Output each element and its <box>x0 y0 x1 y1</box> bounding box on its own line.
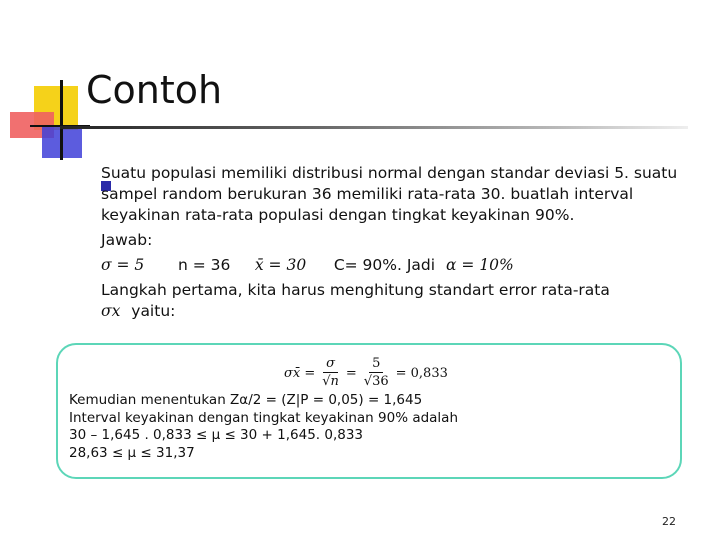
sigma-x-symbol: σx <box>101 302 121 320</box>
confidence-value: C= 90%. Jadi <box>333 256 436 274</box>
fraction-sigma-over-root-n <box>319 356 342 390</box>
standard-error-formula <box>284 352 448 394</box>
decor-vertical-line <box>60 80 63 160</box>
formula-equals: = <box>345 365 357 381</box>
step-suffix: yaitu: <box>131 302 176 320</box>
solution-line: Kemudian menentukan Zα/2 = (Z|P = 0,05) = 1,645 <box>69 392 423 408</box>
step-text: Langkah pertama, kita harus menghitung standart error rata-rata <box>101 281 610 299</box>
solution-line: 28,63 ≤ μ ≤ 31,37 <box>69 444 195 461</box>
frac2-numerator: 5 <box>369 356 383 373</box>
solution-text <box>69 392 669 462</box>
answer-label: Jawab: <box>101 231 153 249</box>
fraction-5-over-root-36 <box>361 356 392 390</box>
solution-line: 30 – 1,645 . 0,833 ≤ μ ≤ 30 + 1,645. 0,833 <box>69 427 364 443</box>
slide-content <box>101 163 701 322</box>
step-line-2 <box>101 301 701 322</box>
n-value: n = 36 <box>177 256 231 274</box>
alpha-value: α = 10% <box>446 256 514 274</box>
solution-line: Interval keyakinan dengan tingkat keyakinan 90% adalah <box>69 409 459 426</box>
given-values <box>101 255 701 276</box>
frac1-numerator: σ <box>323 356 338 373</box>
title-underline <box>60 126 688 129</box>
xbar-value: x̄ = 30 <box>254 256 307 274</box>
formula-result: = 0,833 <box>395 365 448 381</box>
slide-title: Contoh <box>86 68 223 112</box>
page-number: 22 <box>662 515 676 528</box>
frac1-denominator: √n <box>322 374 339 389</box>
sigma-value: σ = 5 <box>101 256 145 274</box>
problem-text: Suatu populasi memiliki distribusi normal dengan standar deviasi 5. suatu sampel random berukuran 36 memiliki rata-rata 30. buatlah interval keyakinan rata-rata populasi dengan tingkat keyakinan 90%. <box>101 164 678 224</box>
frac2-denominator: √36 <box>363 374 389 389</box>
formula-lhs: σx̄ = <box>284 365 316 381</box>
